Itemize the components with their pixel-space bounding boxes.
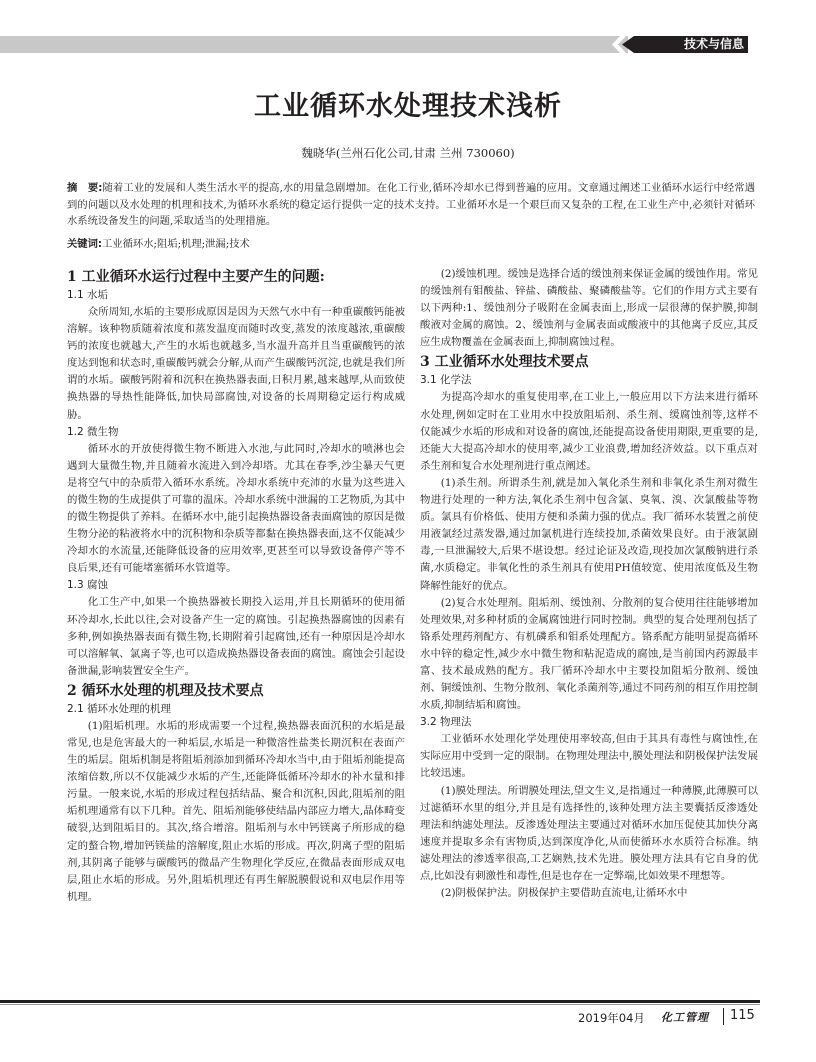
page-number: 115 <box>730 1008 755 1023</box>
section-heading-3: 3 工业循环水处理技术要点 <box>420 354 589 371</box>
subsection-heading-1-3: 1.3 腐蚀 <box>67 579 109 592</box>
abstract-label: 摘 要: <box>67 182 103 194</box>
paragraph: (1)膜处理法。所谓膜处理法,望文生义,是指通过一种薄膜,此薄膜可以过滤循环水里的组分,并且是有选择性的,该种处理方法主要囊括反渗透处理法和纳滤处理法。反渗透处理法主要通过对循环水加压促使其加快分离速度并提取多余有害物质,达到深度净化,从而使循环水水质符合标准。纳滤处理法的渗透率很高,工艺娴熟,技术先进。膜处理方法具有它自身的优点,比如没有刺激性和毒性,但是也存在一定弊端,比如效果不理想等。 <box>420 784 758 882</box>
subsection-heading-1-2: 1.2 微生物 <box>67 425 119 438</box>
paragraph: (2)复合水处理剂。阻垢剂、缓蚀剂、分散剂的复合使用往往能够增加处理效果,对多种材质的金属腐蚀进行同时控制。典型的复合处理剂包括了铬系处理药剂配方、有机磷系和钼系处理配方。铬系配方能明显提高循环水中锌的稳定性,减少水中微生物和粘泥造成的腐蚀,是当前国内药源最丰富、技术最成熟的配方。我厂循环冷却水中主要投加阻垢分散剂、缓蚀剂、铜缓蚀剂、生物分散剂、氧化杀菌剂等,通过不同药剂的相互作用控制水质,抑制结垢和腐蚀。 <box>420 596 758 712</box>
left-column <box>67 266 405 906</box>
keywords-text: 工业循环水;阻垢;机理;泄漏;技术 <box>102 238 250 250</box>
magazine-logo: 化工管理 <box>661 1011 709 1024</box>
paragraph: (1)杀生剂。所谓杀生剂,就是加入氧化杀生剂和非氧化杀生剂对微生物进行处理的一种方法,氧化杀生剂中包含氯、臭氧、溴、次氯酸盐等物质。氯具有价格低、使用方便和杀菌力强的优点。我厂循环水装置之前使用液氯经过蒸发器,通过加氯机进行连续投加,杀菌效果良好。由于液氯剧毒,一旦泄漏较大,后果不堪设想。经过论证及改造,现投加次氯酸钠进行杀菌,水质稳定。非氧化性的杀生剂具有使用PH值较宽、使用浓度低及生物降解性能好的优点。 <box>420 476 758 592</box>
right-column <box>420 266 758 902</box>
paragraph: 众所周知,水垢的主要形成原因是因为天然气水中有一种重碳酸钙能被溶解。该种物质随着浓度和蒸发温度而随时改变,蒸发的浓度越浓,重碳酸钙的浓度也就越大,产生的水垢也就越多,当水温升高并且当重碳酸钙的浓度达到饱和状态时,重碳酸钙就会分解,从而产生碳酸钙沉淀,也就是我们所谓的水垢。碳酸钙附着和沉积在换热器表面,日积月累,越来越厚,从而致使换热器的导热性能降低,加快局部腐蚀,对设备的长周期稳定运行构成威胁。 <box>67 306 405 421</box>
section-banner-bar <box>0 36 628 53</box>
keywords-label: 关键词: <box>67 238 103 250</box>
footer-rule <box>0 1000 760 1003</box>
subsection-heading-2-1: 2.1 循环水处理的机理 <box>67 702 172 715</box>
footer-divider <box>723 1008 724 1025</box>
abstract-text: 随着工业的发展和人类生活水平的提高,水的用量急剧增加。在化工行业,循环冷却水已得到普遍的应用。文章通过阐述工业循环水运行中经常遇到的问题以及水处理的机理和技术,为循环水系统的稳定运行提供一定的技术支持。工业循环水是一个艰巨而又复杂的工程,在工业生产中,必须针对循环水系统设备发生的问题,采取适当的处理措施。 <box>67 182 755 227</box>
paragraph: 循环水的开放使得微生物不断进入水池,与此同时,冷却水的喷淋也会遇到大量微生物,并且随着水流进入到冷却塔。尤其在春季,沙尘暴天气更是将空气中的杂质带入循环水系统。冷却水系统中充沛的水量为这些进入的微生物的生成提供了可靠的温床。冷却水系统中泄漏的工艺物质,为其中的微生物提供了养料。在循环水中,能引起换热器设备表面腐蚀的原因是微生物分泌的粘液将水中的沉积物和杂质等都黏在换热器表面,这不仅能减少冷却水的水流量,还能降低设备的应用效率,更甚至可以导致设备停产等不良后果,还有可能堵塞循环水管道等。 <box>67 442 405 575</box>
article-title: 工业循环水处理技术浅析 <box>254 91 562 122</box>
abstract <box>67 180 755 230</box>
footer-rule-thin <box>0 1004 760 1005</box>
author-affiliation: 魏晓华(兰州石化公司,甘肃 兰州 730060) <box>301 146 515 160</box>
paragraph: (1)阻垢机理。水垢的形成需要一个过程,换热器表面沉积的水垢是最常见,也是危害最大的一种垢层,水垢是一种微溶性盐类长期沉积在表面产生的垢层。阻垢机制是将阻垢剂添加到循环冷却水当中,由于阻垢剂能提高浓缩倍数,所以不仅能减少水垢的产生,还能降低循环冷却水的补水量和排污量。一般来说,水垢的形成过程包括结晶、聚合和沉积,因此,阻垢剂的阻垢机理通常有以下几种。首先、阻垢剂能够使结晶内部应力增大,晶体畸变破裂,达到阻垢目的。其次,络合增溶。阻垢剂与水中钙镁离子所形成的稳定的螯合物,增加钙镁盐的溶解度,阻止水垢的形成。再次,阴离子型的阻垢剂,其阴离子能够与碳酸钙的微晶产生物理化学反应,在微晶表面形成双电层,阻止水垢的形成。另外,阻垢机理还有再生解脱膜假说和双电层作用等机理。 <box>67 719 405 903</box>
subsection-heading-3-1: 3.1 化学法 <box>420 374 472 387</box>
paragraph: (2)阴极保护法。阴极保护主要借助直流电,让循环水中 <box>440 887 688 900</box>
paragraph: 化工生产中,如果一个换热器被长期投入运用,并且长期循环的使用循环冷却水,长此以往,会对设备产生一定的腐蚀。引起换热器腐蚀的因素有多种,例如换热器表面有微生物,长期附着引起腐蚀,还有一种原因是冷却水可以溶解氧、氯离子等,也可以造成换热器设备表面的腐蚀。腐蚀会引起设备泄漏,影响装置安全生产。 <box>67 596 405 677</box>
section-heading-1: 1 工业循环水运行过程中主要产生的问题: <box>67 269 325 285</box>
subsection-heading-3-2: 3.2 物理法 <box>420 716 472 729</box>
paragraph: (2)缓蚀机理。缓蚀是选择合适的缓蚀剂来保证金属的缓蚀作用。常见的缓蚀剂有钼酸盐、锌盐、磷酸盐、聚磷酸盐等。它们的作用方式主要有以下两种:1、缓蚀剂分子吸附在金属表面上,形成一层很薄的保护膜,抑制酸液对金属的腐蚀。2、缓蚀剂与金属表面或酸液中的其他离子反应,其反应生成物覆盖在金属表面上,抑制腐蚀过程。 <box>420 268 758 349</box>
section-label: 技术与信息 <box>683 37 744 51</box>
keywords <box>67 236 755 252</box>
paragraph: 为提高冷却水的重复使用率,在工业上,一般应用以下方法来进行循环水处理,例如定时在工业用水中投放阻垢剂、杀生剂、缓腐蚀剂等,这样不仅能减少水垢的形成和对设备的腐蚀,还能提高设备使用期限,更重要的是,还能大大提高冷却水的使用率,减少工业浪费,增加经济效益。以下重点对杀生剂和复合水处理剂进行重点阐述。 <box>420 391 758 472</box>
paragraph: 工业循环水处理化学处理使用率较高,但由于其具有毒性与腐蚀性,在实际应用中受到一定的限制。在物理处理法中,膜处理法和阴极保护法发展比较迅速。 <box>420 733 758 780</box>
issue-date: 2019年04月 <box>578 1011 645 1025</box>
subsection-heading-1-1: 1.1 水垢 <box>67 289 109 301</box>
section-heading-2: 2 循环水处理的机理及技术要点 <box>67 682 264 699</box>
